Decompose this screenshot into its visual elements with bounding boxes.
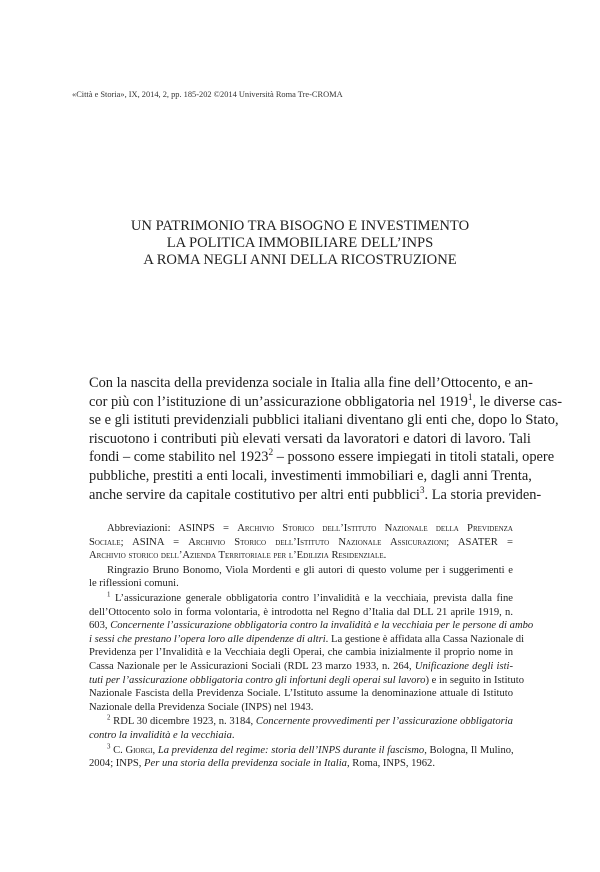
body-line: cor più con l’istituzione di un’assicurazione obbligatoria nel 1919$^1$, le diverse cas- (89, 392, 563, 410)
title-line-3: A ROMA NEGLI ANNI DELLA RICOSTRUZIONE (143, 252, 457, 268)
footnote-number: 1 (107, 591, 111, 599)
footnote-ref[interactable]: 1 (467, 392, 473, 403)
footnote-2: $^2$ RDL 30 dicembre 1923, n. 3184, Concernente provvedimenti per l’assicurazione obbligatoria contro la invalidità e la vecchiaia. (89, 714, 513, 741)
title-line-2: LA POLITICA IMMOBILIARE DELL’INPS (166, 235, 434, 251)
footnote-ref[interactable]: 3 (419, 485, 425, 496)
running-header: «Città e Storia», IX, 2014, 2, pp. 185-202 ©2014 Università Roma Tre-CROMA (72, 90, 343, 99)
body-line: se e gli istituti previdenziali pubblici italiani diventano gli enti che, dopo lo Stato, (89, 412, 559, 429)
body-line: fondi – come stabilito nel 1923$^2$ – possono essere impiegati in titoli statali, opere (89, 448, 555, 466)
abbreviations-note: Abbreviazioni: ASINPS = Archivio Storico dell’Istituto Nazionale della Previdenza Sociale; ASINA = Archivio Storico dell’Istituto Nazionale Assicurazioni; ASATER = Archivio storico dell’Azienda Territoriale per l’Edilizia Residenziale. (89, 523, 513, 562)
footnote-ref[interactable]: 2 (268, 448, 274, 459)
acknowledgements-note: Ringrazio Bruno Bonomo, Viola Mordenti e gli autori di questo volume per i suggerimenti e le riflessioni comuni. (89, 564, 513, 590)
body-line: Con la nascita della previdenza sociale in Italia alla fine dell’Ottocento, e an- (89, 375, 533, 391)
body-line: pubbliche, prestiti a enti locali, investimenti immobiliari e, dagli anni Trenta, (89, 467, 532, 484)
body-line: anche servire da capitale costitutivo per altri enti pubblici$^3$. La storia previden- (89, 485, 542, 503)
footnote-3: $^3$ C. Giorgi, La previdenza del regime: storia dell’INPS durante il fascismo, Bologna, Il Mulino, 2004; INPS, Per una storia della previdenza sociale in Italia, Roma, INPS, 1962. (89, 742, 514, 770)
footnote-1: $^1$ L’assicurazione generale obbligatoria contro l’invalidità e la vecchiaia, prevista dalla fine dell’Ottocento solo in forma volontaria, è introdotta nel Regno d’Italia dal DLL 21 aprile 1919, n. 603, Concernente l’assicurazione obbligatoria contro la invalidità e la vecchiaia per le persone di ambo i sessi che prestano l’opera loro alle dipendenze di altri. La gestione è affidata alla Cassa Nazionale di Previdenza per l’Invalidità e la Vecchiaia degli Operai, che cambia inizialmente il proprio nome in Cassa Nazionale per le Assicurazioni Sociali (RDL 23 marzo 1933, n. 264, Unificazione degli isti- tuti per l’assicurazione obbligatoria contro gli infortuni degli operai sul lavoro) e in seguito in Istituto Nazionale Fascista della Previdenza Sociale. L’Istituto assume la denominazione attuale di Istituto Nazionale della Previdenza Sociale (INPS) nel 1943. (89, 591, 534, 713)
body-paragraph (89, 374, 563, 504)
footnote-number: 2 (107, 714, 111, 722)
footnote-number: 3 (107, 742, 111, 750)
title-line-1: UN PATRIMONIO TRA BISOGNO E INVESTIMENTO (130, 218, 470, 234)
footnotes (89, 522, 534, 772)
article-title (90, 218, 510, 269)
body-line: riscuotono i contributi più elevati versati da lavoratori e datori di lavoro. Tali (89, 430, 531, 447)
